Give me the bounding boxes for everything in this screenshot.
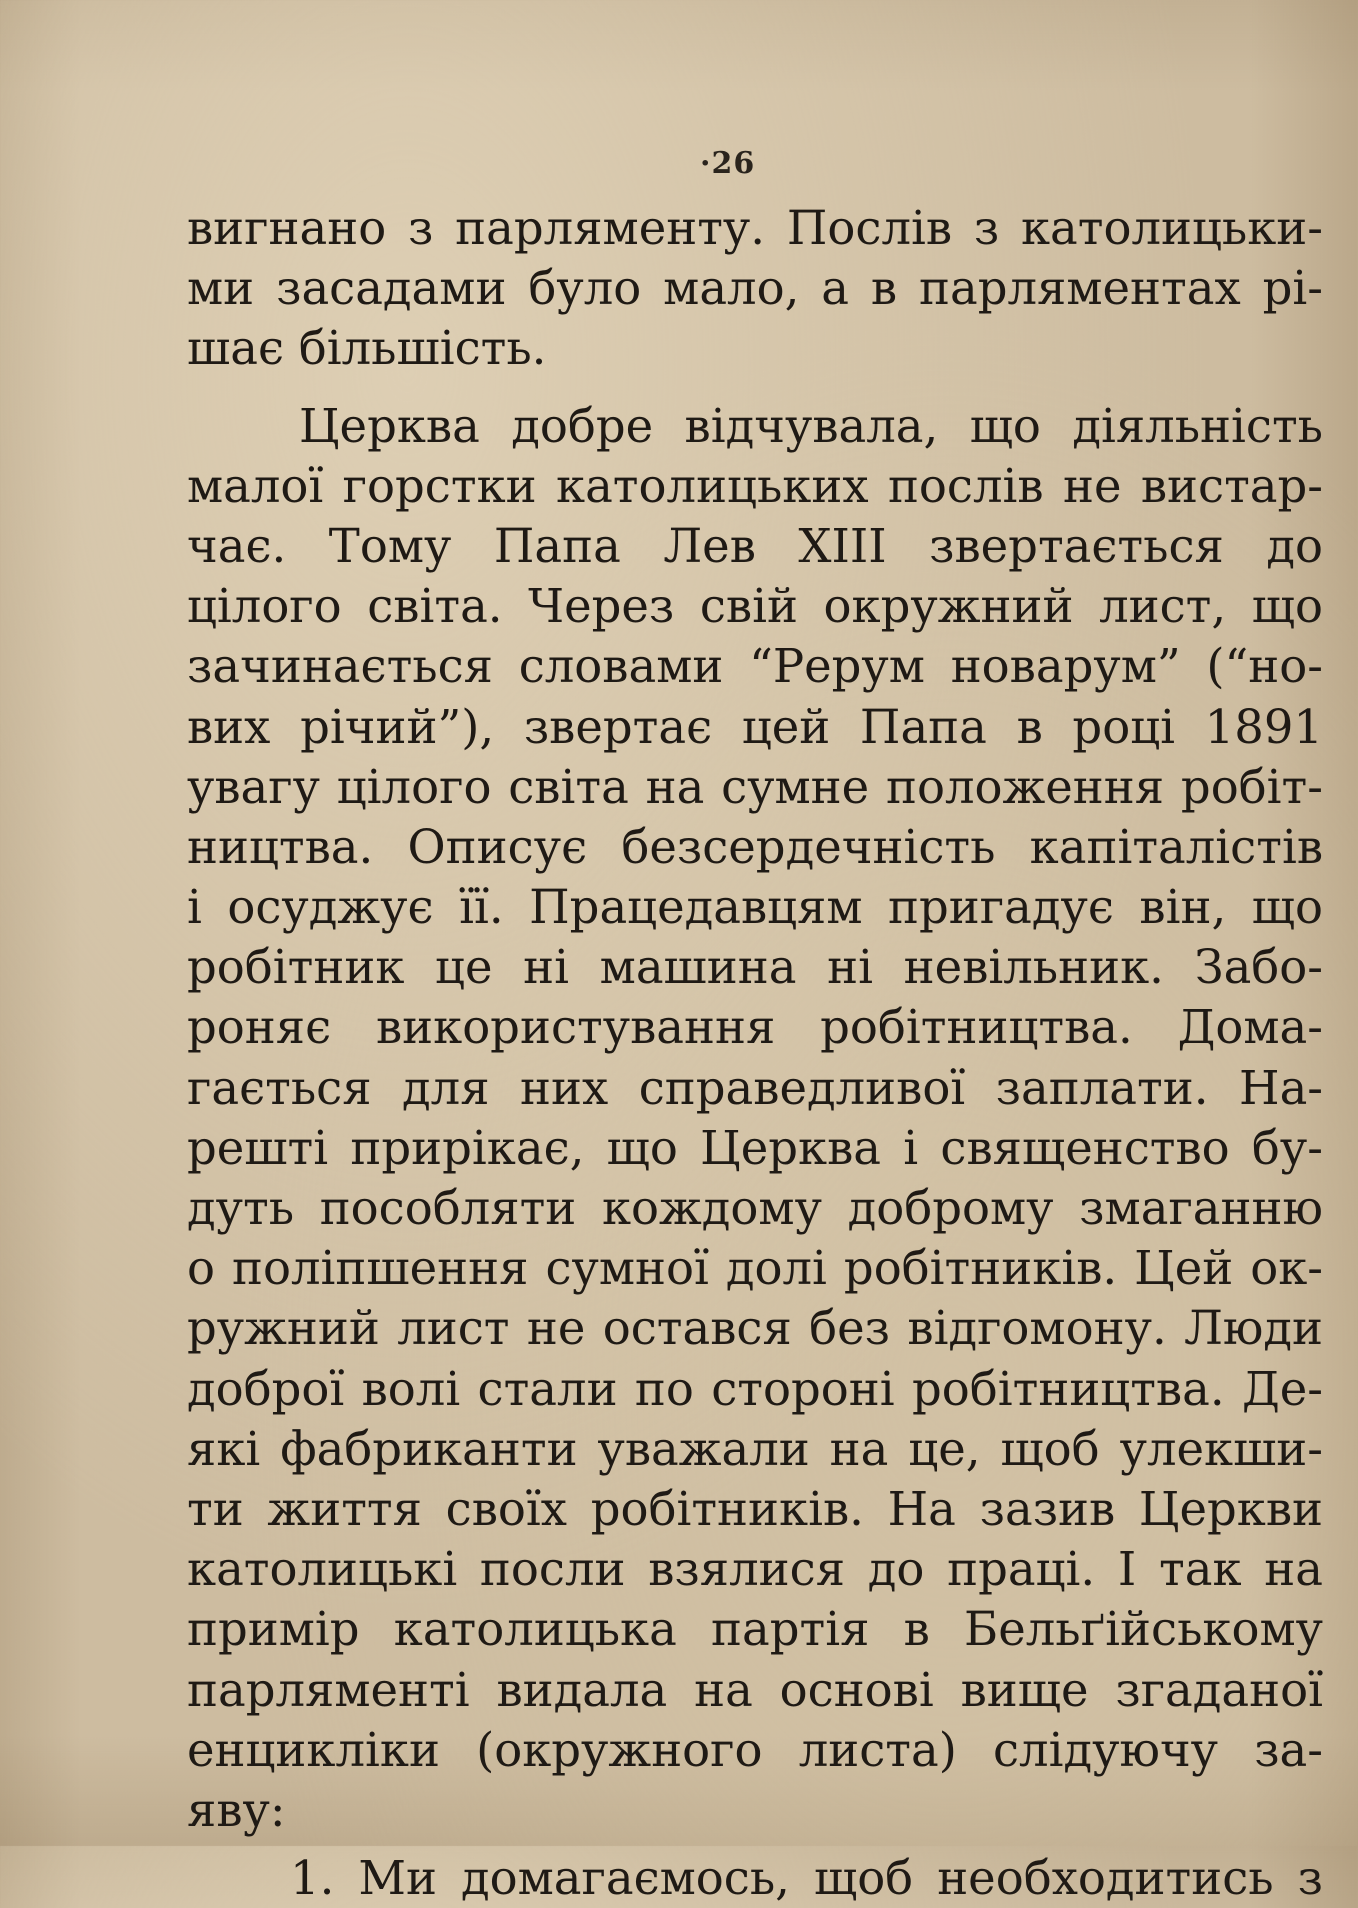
text-line: о поліпшення сумної долі робітників. Цей ок- <box>187 1241 1323 1296</box>
body-text <box>187 198 1323 1908</box>
text-line: гається для них справедливої заплати. На- <box>187 1060 1323 1115</box>
text-line: які фабриканти уважали на це, щоб улекши- <box>187 1421 1323 1476</box>
text-line: робітник це ні машина ні невільник. Забо- <box>187 940 1323 995</box>
page-number: ·26 <box>700 146 756 181</box>
text-line: шає більшість. <box>187 321 547 376</box>
text-line: парляменті видала на основі вище згаданої <box>187 1662 1323 1717</box>
page-number-value: 26 <box>711 146 756 181</box>
text-line: яву: <box>187 1782 286 1837</box>
text-line: ми засадами було мало, а в парляментах рі- <box>187 261 1323 316</box>
list-item-line: 1. Ми домагаємось, щоб необходитись з <box>290 1851 1323 1906</box>
text-line: ружний лист не остався без відгомону. Люди <box>187 1301 1323 1356</box>
text-line: ництва. Описує безсердечність капіталістів <box>187 819 1323 874</box>
text-line: і осуджує її. Працедавцям пригадує він, що <box>187 880 1323 935</box>
text-line: увагу цілого світа на сумне положення робіт- <box>187 759 1323 814</box>
text-line: доброї волі стали по стороні робітництва. Де- <box>187 1361 1323 1416</box>
text-line: вих річий”), звертає цей Папа в році 1891 <box>187 699 1323 754</box>
text-line: роняє використування робітництва. Дома- <box>187 1000 1323 1055</box>
text-line: дуть пособляти кождому доброму змаганню <box>187 1181 1323 1235</box>
text-line: решті прирікає, що Церква і священство бу- <box>187 1120 1323 1175</box>
text-line: енцикліки (окружного листа) слідуючу за- <box>187 1722 1323 1777</box>
text-line: ти життя своїх робітників. На зазив Церкви <box>187 1481 1323 1536</box>
text-line: цілого світа. Через свій окружний лист, що <box>187 579 1323 634</box>
text-line: чає. Тому Папа Лев XIII звертається до <box>187 518 1323 573</box>
text-line: католицькі посли взялися до праці. І так на <box>187 1542 1323 1597</box>
text-line: зачинається словами “Рерум новарум” (“но- <box>187 639 1323 694</box>
text-line: вигнано з парляменту. Послів з католицьки- <box>187 201 1323 255</box>
text-line: Церква добре відчувала, що діяльність <box>299 398 1323 453</box>
text-line: малої горстки католицьких послів не вистар- <box>187 458 1323 513</box>
text-line: примір католицька партія в Бельґійському <box>187 1602 1323 1657</box>
